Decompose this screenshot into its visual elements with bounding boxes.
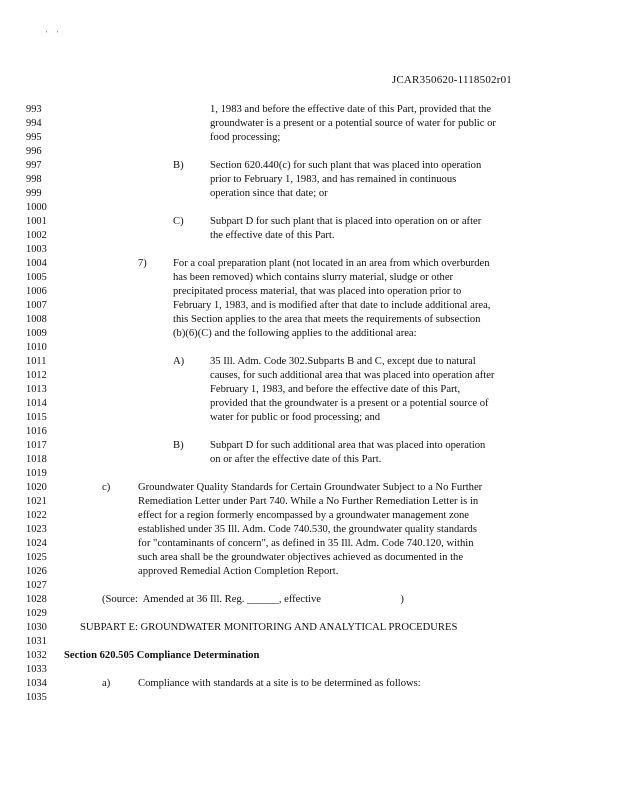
source-note: (Source: Amended at 36 Ill. Reg. ______, effective ) [102, 594, 404, 605]
line-text: effect for a region formerly encompassed by a groundwater management zone [138, 510, 470, 521]
line-number: 1001 [26, 216, 47, 227]
item-label: c) [102, 482, 111, 493]
line-number: 1026 [26, 566, 47, 577]
line-number: 1005 [26, 272, 47, 283]
line-text: Section 620.440(c) for such plant that was placed into operation [210, 160, 482, 171]
line-number: 1011 [26, 356, 47, 367]
text-line [0, 523, 618, 536]
line-number: 1022 [26, 510, 47, 521]
line-text: on or after the effective date of this Part. [210, 454, 382, 465]
line-text: Subpart D for such plant that is placed into operation on or after [210, 216, 482, 227]
text-line [0, 481, 618, 494]
text-line [0, 383, 618, 396]
line-number: 995 [26, 132, 42, 143]
line-number: 999 [26, 188, 42, 199]
text-line [0, 145, 618, 158]
line-number: 1023 [26, 524, 47, 535]
text-line [0, 327, 618, 340]
text-line [0, 621, 618, 634]
line-text: Compliance with standards at a site is to be determined as follows: [138, 678, 421, 689]
line-number: 1004 [26, 258, 47, 269]
text-line [0, 663, 618, 676]
line-number: 1034 [26, 678, 47, 689]
line-text: Groundwater Quality Standards for Certain Groundwater Subject to a No Further [138, 482, 483, 493]
line-text: for "contaminants of concern", as defined in 35 Ill. Adm. Code 740.120, within [138, 538, 474, 549]
text-line [0, 411, 618, 424]
line-text: established under 35 Ill. Adm. Code 740.530, the groundwater quality standards [138, 524, 477, 535]
line-number: 998 [26, 174, 42, 185]
text-line [0, 635, 618, 648]
line-text: approved Remedial Action Completion Report. [138, 566, 339, 577]
line-number: 1016 [26, 426, 47, 437]
line-text: For a coal preparation plant (not located in an area from which overburden [173, 258, 490, 269]
subpart-heading: SUBPART E: GROUNDWATER MONITORING AND ANALYTICAL PROCEDURES [80, 622, 458, 633]
line-number: 1012 [26, 370, 47, 381]
text-line [0, 229, 618, 242]
line-number: 1009 [26, 328, 47, 339]
line-number: 1003 [26, 244, 47, 255]
item-label: B) [173, 160, 184, 171]
text-line [0, 425, 618, 438]
text-line [0, 537, 618, 550]
line-number: 1015 [26, 412, 47, 423]
text-line [0, 187, 618, 200]
item-label: B) [173, 440, 184, 451]
line-number: 996 [26, 146, 42, 157]
text-line [0, 439, 618, 452]
text-line [0, 369, 618, 382]
scan-marks: ' ' [46, 30, 63, 38]
text-line [0, 243, 618, 256]
line-number: 1025 [26, 552, 47, 563]
line-number: 1018 [26, 454, 47, 465]
text-line [0, 341, 618, 354]
line-text: water for public or food processing; and [210, 412, 381, 423]
line-number: 1035 [26, 692, 47, 703]
line-number: 1024 [26, 538, 47, 549]
line-text: precipitated process material, that was placed into operation prior to [173, 286, 462, 297]
line-text: provided that the groundwater is a present or a potential source of [210, 398, 489, 409]
line-number: 1019 [26, 468, 47, 479]
line-text: February 1, 1983, and before the effective date of this Part, [210, 384, 461, 395]
text-line [0, 453, 618, 466]
text-line [0, 173, 618, 186]
line-text: has been removed) which contains slurry material, sludge or other [173, 272, 454, 283]
text-line [0, 117, 618, 130]
line-number: 993 [26, 104, 42, 115]
text-line [0, 551, 618, 564]
text-line [0, 565, 618, 578]
section-heading: Section 620.505 Compliance Determination [64, 650, 260, 661]
text-line [0, 397, 618, 410]
text-line [0, 201, 618, 214]
line-text: 1, 1983 and before the effective date of this Part, provided that the [210, 104, 492, 115]
text-line [0, 103, 618, 116]
text-line [0, 271, 618, 284]
line-number: 1031 [26, 636, 47, 647]
line-text: the effective date of this Part. [210, 230, 335, 241]
line-text: operation since that date; or [210, 188, 328, 199]
text-line [0, 607, 618, 620]
line-text: causes, for such additional area that was placed into operation after [210, 370, 495, 381]
line-number: 997 [26, 160, 42, 171]
text-line [0, 691, 618, 704]
text-line [0, 355, 618, 368]
line-text: (b)(6)(C) and the following applies to the additional area: [173, 328, 417, 339]
text-line [0, 495, 618, 508]
line-number: 1032 [26, 650, 47, 661]
line-number: 994 [26, 118, 42, 129]
line-number: 1020 [26, 482, 47, 493]
line-text: such area shall be the groundwater objectives achieved as documented in the [138, 552, 464, 563]
line-text: food processing; [210, 132, 281, 143]
line-number: 1010 [26, 342, 47, 353]
line-number: 1021 [26, 496, 47, 507]
line-text: this Section applies to the area that meets the requirements of subsection [173, 314, 481, 325]
line-number: 1008 [26, 314, 47, 325]
line-text: groundwater is a present or a potential source of water for public or [210, 118, 496, 129]
text-line [0, 215, 618, 228]
line-text: February 1, 1983, and is modified after that date to include additional area, [173, 300, 491, 311]
text-line [0, 579, 618, 592]
line-number: 1013 [26, 384, 47, 395]
text-line [0, 593, 618, 606]
text-line [0, 299, 618, 312]
document-id: JCAR350620-1118502r01 [391, 74, 512, 86]
text-line [0, 677, 618, 690]
line-number: 1028 [26, 594, 47, 605]
text-line [0, 131, 618, 144]
text-line [0, 159, 618, 172]
text-line [0, 467, 618, 480]
line-text: prior to February 1, 1983, and has remained in continuous [210, 174, 457, 185]
line-number: 1033 [26, 664, 47, 675]
text-line [0, 313, 618, 326]
line-text: 35 Ill. Adm. Code 302.Subparts B and C, except due to natural [210, 356, 476, 367]
text-line [0, 509, 618, 522]
line-number: 1017 [26, 440, 47, 451]
item-label: a) [102, 678, 111, 689]
line-text: Remediation Letter under Part 740. While a No Further Remediation Letter is in [138, 496, 479, 507]
line-text: Subpart D for such additional area that was placed into operation [210, 440, 486, 451]
text-line [0, 285, 618, 298]
line-number: 1029 [26, 608, 47, 619]
text-line [0, 257, 618, 270]
line-number: 1030 [26, 622, 47, 633]
item-label: C) [173, 216, 184, 227]
text-line [0, 649, 618, 662]
line-number: 1006 [26, 286, 47, 297]
item-label: 7) [138, 258, 147, 269]
line-number: 1007 [26, 300, 47, 311]
item-label: A) [173, 356, 185, 367]
line-number: 1002 [26, 230, 47, 241]
line-number: 1027 [26, 580, 47, 591]
line-number: 1014 [26, 398, 47, 409]
line-number: 1000 [26, 202, 47, 213]
